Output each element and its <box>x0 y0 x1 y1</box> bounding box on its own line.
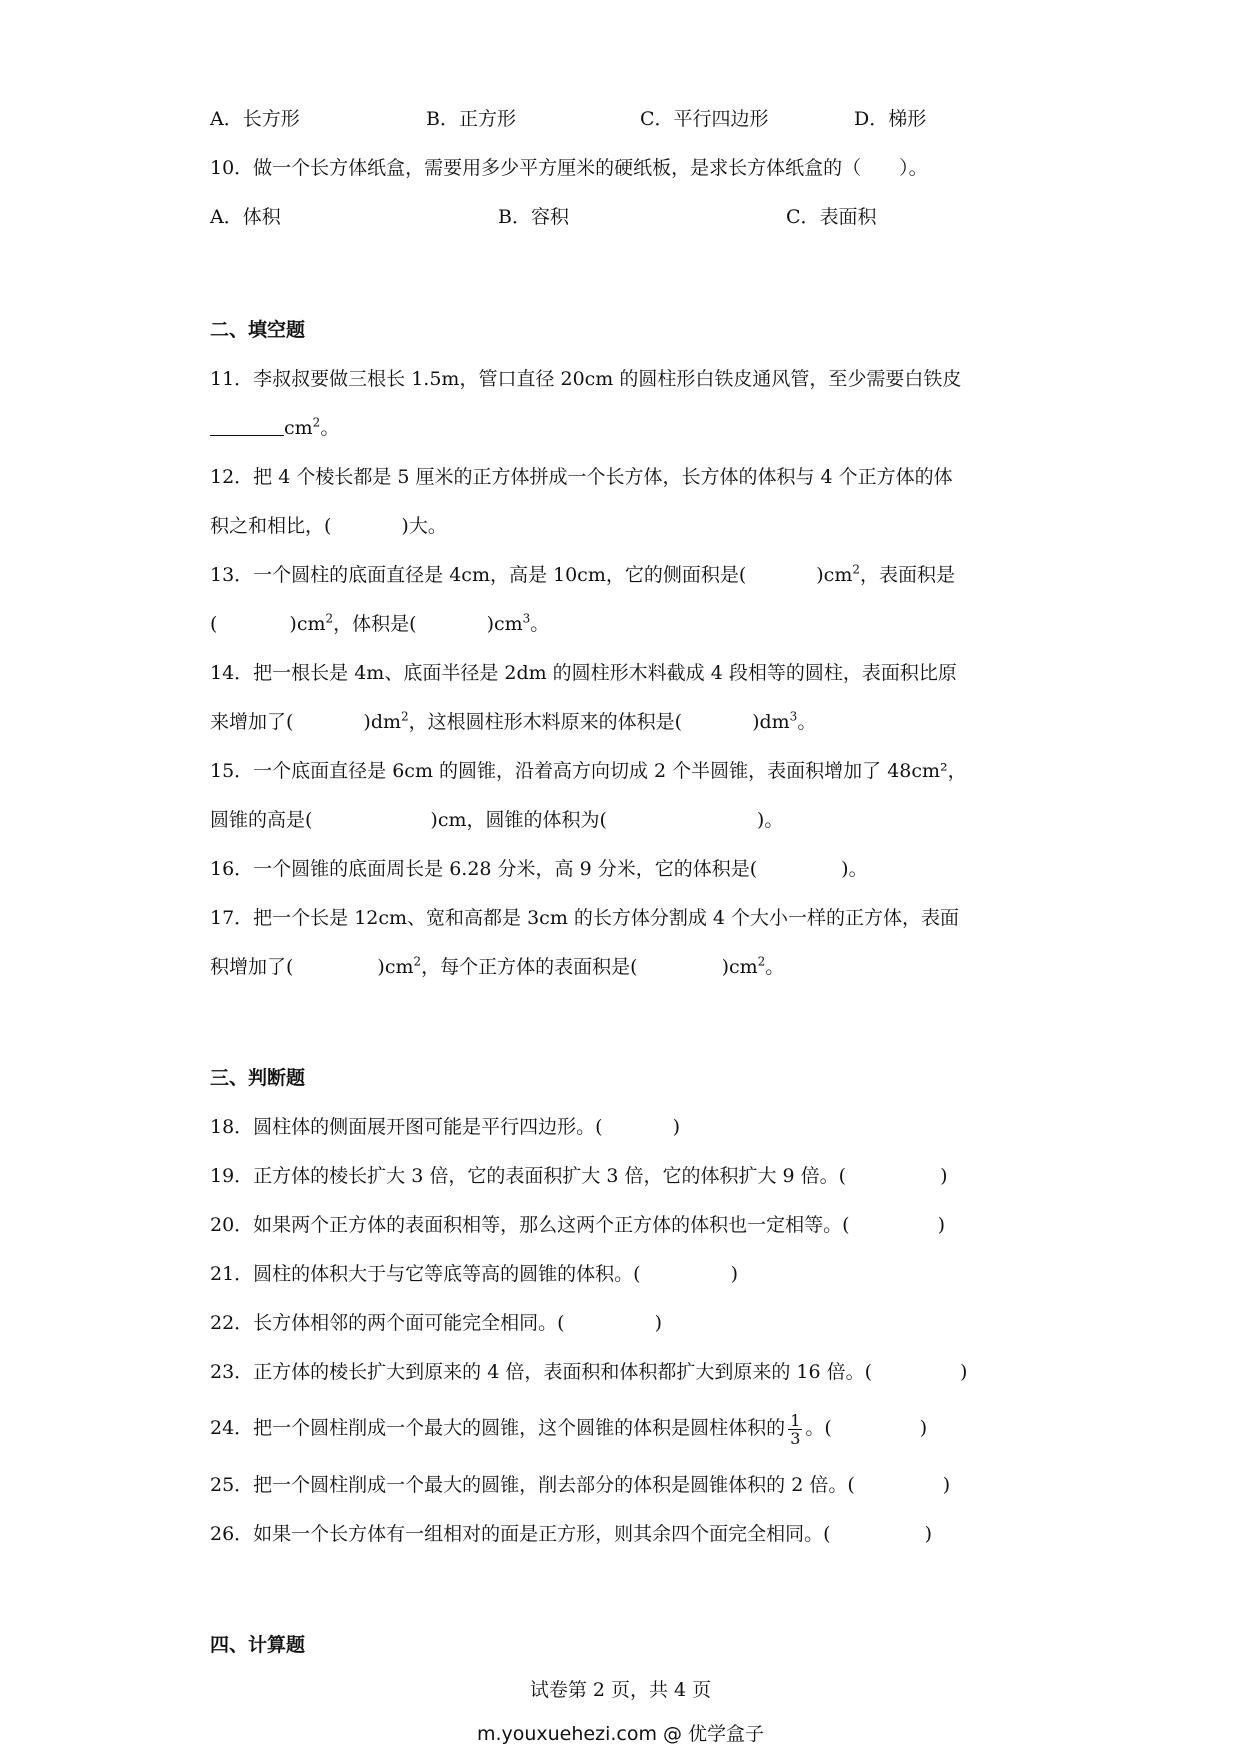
section-fill-blank-title: 二、填空题 <box>210 319 306 341</box>
q14-line1: 14．把一根长是 4m、底面半径是 2dm 的圆柱形木料截成 4 段相等的圆柱，表面积比原 <box>210 662 957 684</box>
q13-line2: ( )$cm^2$，体积是( )$cm^3$。 <box>210 611 550 635</box>
section-true-false-title: 三、判断题 <box>210 1067 306 1089</box>
q15-line1: 15．一个底面直径是 6cm 的圆锥，沿着高方向切成 2 个半圆锥，表面积增加了 48cm²， <box>210 760 967 782</box>
q9-option-c: C．平行四边形 <box>640 108 769 130</box>
q14-line2: 来增加了( )$dm^2$，这根圆柱形木料原来的体积是( )$dm^3$。 <box>210 709 817 733</box>
q10-option-c: C．表面积 <box>786 206 877 228</box>
q10-option-a: A．体积 <box>210 206 281 228</box>
one-third-fraction: $\frac{1}{3}$ <box>790 1410 801 1448</box>
q21-line: 21．圆柱的体积大于与它等底等高的圆锥的体积。( ) <box>210 1263 739 1285</box>
q15-line2: 圆锥的高是( )cm，圆锥的体积为( )。 <box>210 809 784 831</box>
q13-line1: 13．一个圆柱的底面直径是 4cm，高是 10cm，它的侧面积是( )$cm^2$，表面积是 <box>210 562 955 586</box>
q9-option-d: D．梯形 <box>854 108 927 130</box>
q9-options <box>210 105 1030 133</box>
q17-line1: 17．把一个长是 12cm、宽和高都是 3cm 的长方体分割成 4 个大小一样的正方体，表面 <box>210 907 960 929</box>
q11-line1: 11．李叔叔要做三根长 1.5m，管口直径 20cm 的圆柱形白铁皮通风管，至少需要白铁皮 <box>210 368 962 390</box>
q10-text: 10．做一个长方体纸盒，需要用多少平方厘米的硬纸板，是求长方体纸盒的（ ）。 <box>210 157 928 179</box>
site-watermark: m.youxuehezi.com @ 优学盒子 <box>476 1723 765 1745</box>
q26-line: 26．如果一个长方体有一组相对的面是正方形，则其余四个面完全相同。( ) <box>210 1523 933 1545</box>
q20-line: 20．如果两个正方体的表面积相等，那么这两个正方体的体积也一定相等。( ) <box>210 1214 946 1236</box>
q12-line2: 积之和相比，( )大。 <box>210 515 447 537</box>
page-number-footer: 试卷第 2 页，共 4 页 <box>529 1679 712 1701</box>
q10-options <box>210 203 1030 231</box>
q9-option-a: A．长方形 <box>210 108 300 130</box>
q16-line: 16．一个圆锥的底面周长是 6.28 分米，高 9 分米，它的体积是( )。 <box>210 858 868 880</box>
q18-line: 18．圆柱体的侧面展开图可能是平行四边形。( ) <box>210 1116 681 1138</box>
q11-line2: $cm^2$。 <box>210 414 339 442</box>
q24-line: 24．把一个圆柱削成一个最大的圆锥，这个圆锥的体积是圆柱体积的 $\frac{1}{3}$ 。( ) <box>210 1410 928 1448</box>
q25-line: 25．把一个圆柱削成一个最大的圆锥，削去部分的体积是圆锥体积的 2 倍。( ) <box>210 1474 951 1496</box>
q11-answer-blank[interactable] <box>210 415 284 436</box>
q22-line: 22．长方体相邻的两个面可能完全相同。( ) <box>210 1312 663 1334</box>
section-calculation-title: 四、计算题 <box>210 1634 306 1656</box>
q9-option-b: B．正方形 <box>426 108 516 130</box>
q12-line1: 12．把 4 个棱长都是 5 厘米的正方体拼成一个长方体，长方体的体积与 4 个正方体的体 <box>210 466 953 488</box>
q19-line: 19．正方体的棱长扩大 3 倍，它的表面积扩大 3 倍，它的体积扩大 9 倍。( ) <box>210 1165 948 1187</box>
q23-line: 23．正方体的棱长扩大到原来的 4 倍，表面积和体积都扩大到原来的 16 倍。( ) <box>210 1361 968 1383</box>
q17-line2: 积增加了( )$cm^2$，每个正方体的表面积是( )$cm^2$。 <box>210 954 785 978</box>
q10-option-b: B．容积 <box>498 206 569 228</box>
